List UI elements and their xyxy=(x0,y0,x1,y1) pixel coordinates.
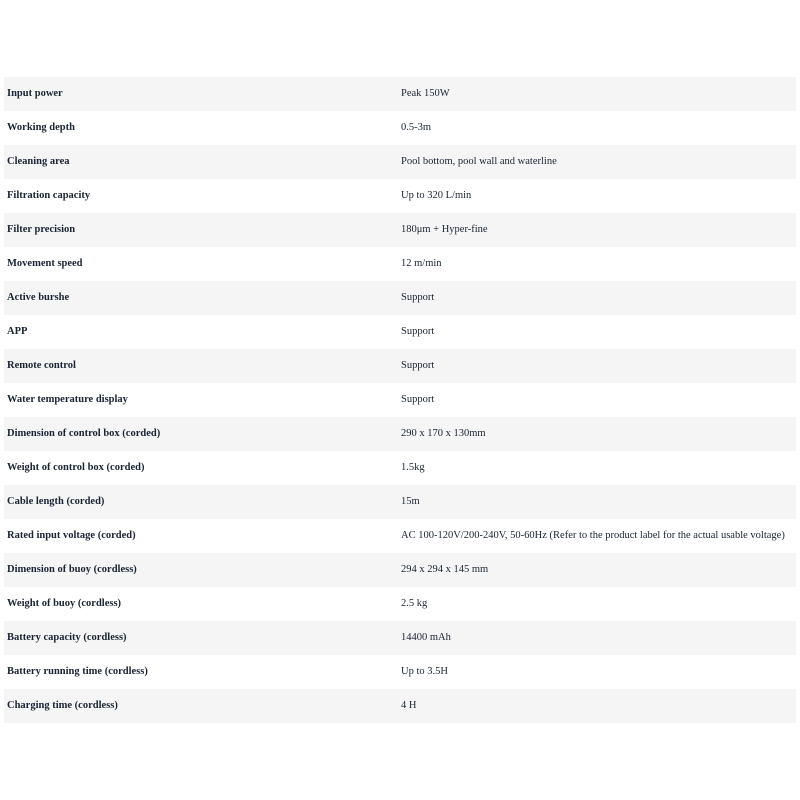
spec-label: Input power xyxy=(7,87,63,99)
spec-row-input-power xyxy=(4,77,796,111)
spec-value: 12 m/min xyxy=(401,257,442,269)
spec-value: Pool bottom, pool wall and waterline xyxy=(401,155,557,167)
spec-label: Dimension of control box (corded) xyxy=(7,427,161,439)
spec-row-filtration-capacity xyxy=(4,179,796,213)
spec-value: 294 x 294 x 145 mm xyxy=(401,563,489,575)
spec-value: 4 H xyxy=(401,699,417,711)
spec-row-control-box-dimension xyxy=(4,417,796,451)
spec-value: Support xyxy=(401,359,435,371)
spec-value: 180μm + Hyper-fine xyxy=(401,223,488,235)
spec-row-filter-precision xyxy=(4,213,796,247)
spec-row-cable-length xyxy=(4,485,796,519)
spec-label: Filtration capacity xyxy=(7,189,91,201)
spec-label: Remote control xyxy=(7,359,76,371)
spec-label: Weight of buoy (cordless) xyxy=(7,597,122,609)
spec-row-rated-input-voltage xyxy=(4,519,796,553)
spec-row-cleaning-area xyxy=(4,145,796,179)
spec-value: Peak 150W xyxy=(401,87,450,99)
spec-value: 290 x 170 x 130mm xyxy=(401,427,486,439)
spec-value: AC 100-120V/200-240V, 50-60Hz (Refer to the product label for the actual usable voltage) xyxy=(401,529,785,541)
spec-label: Battery capacity (cordless) xyxy=(7,631,127,643)
spec-label: APP xyxy=(7,325,28,337)
spec-row-control-box-weight xyxy=(4,451,796,485)
spec-row-buoy-dimension xyxy=(4,553,796,587)
spec-row-app xyxy=(4,315,796,349)
spec-value: Support xyxy=(401,393,435,405)
spec-value: Up to 3.5H xyxy=(401,665,448,677)
specification-table xyxy=(4,77,796,723)
spec-label: Movement speed xyxy=(7,257,83,269)
spec-label: Cable length (corded) xyxy=(7,495,105,507)
spec-row-charging-time xyxy=(4,689,796,723)
spec-label: Battery running time (cordless) xyxy=(7,665,148,677)
spec-label: Filter precision xyxy=(7,223,76,235)
specification-table-body xyxy=(4,77,796,723)
spec-label: Working depth xyxy=(7,121,75,133)
spec-row-battery-capacity xyxy=(4,621,796,655)
spec-label: Charging time (cordless) xyxy=(7,699,118,711)
spec-value: 1.5kg xyxy=(401,461,425,473)
spec-row-movement-speed xyxy=(4,247,796,281)
spec-row-working-depth xyxy=(4,111,796,145)
spec-label: Water temperature display xyxy=(7,393,128,405)
spec-row-battery-running-time xyxy=(4,655,796,689)
spec-value: 14400 mAh xyxy=(401,631,451,643)
spec-row-water-temperature-display xyxy=(4,383,796,417)
spec-label: Active burshe xyxy=(7,291,70,303)
spec-value: Support xyxy=(401,325,435,337)
spec-value: Up to 320 L/min xyxy=(401,189,472,201)
spec-value: 2.5 kg xyxy=(401,597,428,609)
spec-value: Support xyxy=(401,291,435,303)
spec-row-buoy-weight xyxy=(4,587,796,621)
spec-row-remote-control xyxy=(4,349,796,383)
spec-label: Rated input voltage (corded) xyxy=(7,529,136,541)
spec-row-active-brush xyxy=(4,281,796,315)
spec-value: 15m xyxy=(401,495,420,507)
spec-label: Dimension of buoy (cordless) xyxy=(7,563,137,575)
spec-value: 0.5-3m xyxy=(401,121,432,133)
spec-label: Cleaning area xyxy=(7,155,70,167)
spec-label: Weight of control box (corded) xyxy=(7,461,145,473)
